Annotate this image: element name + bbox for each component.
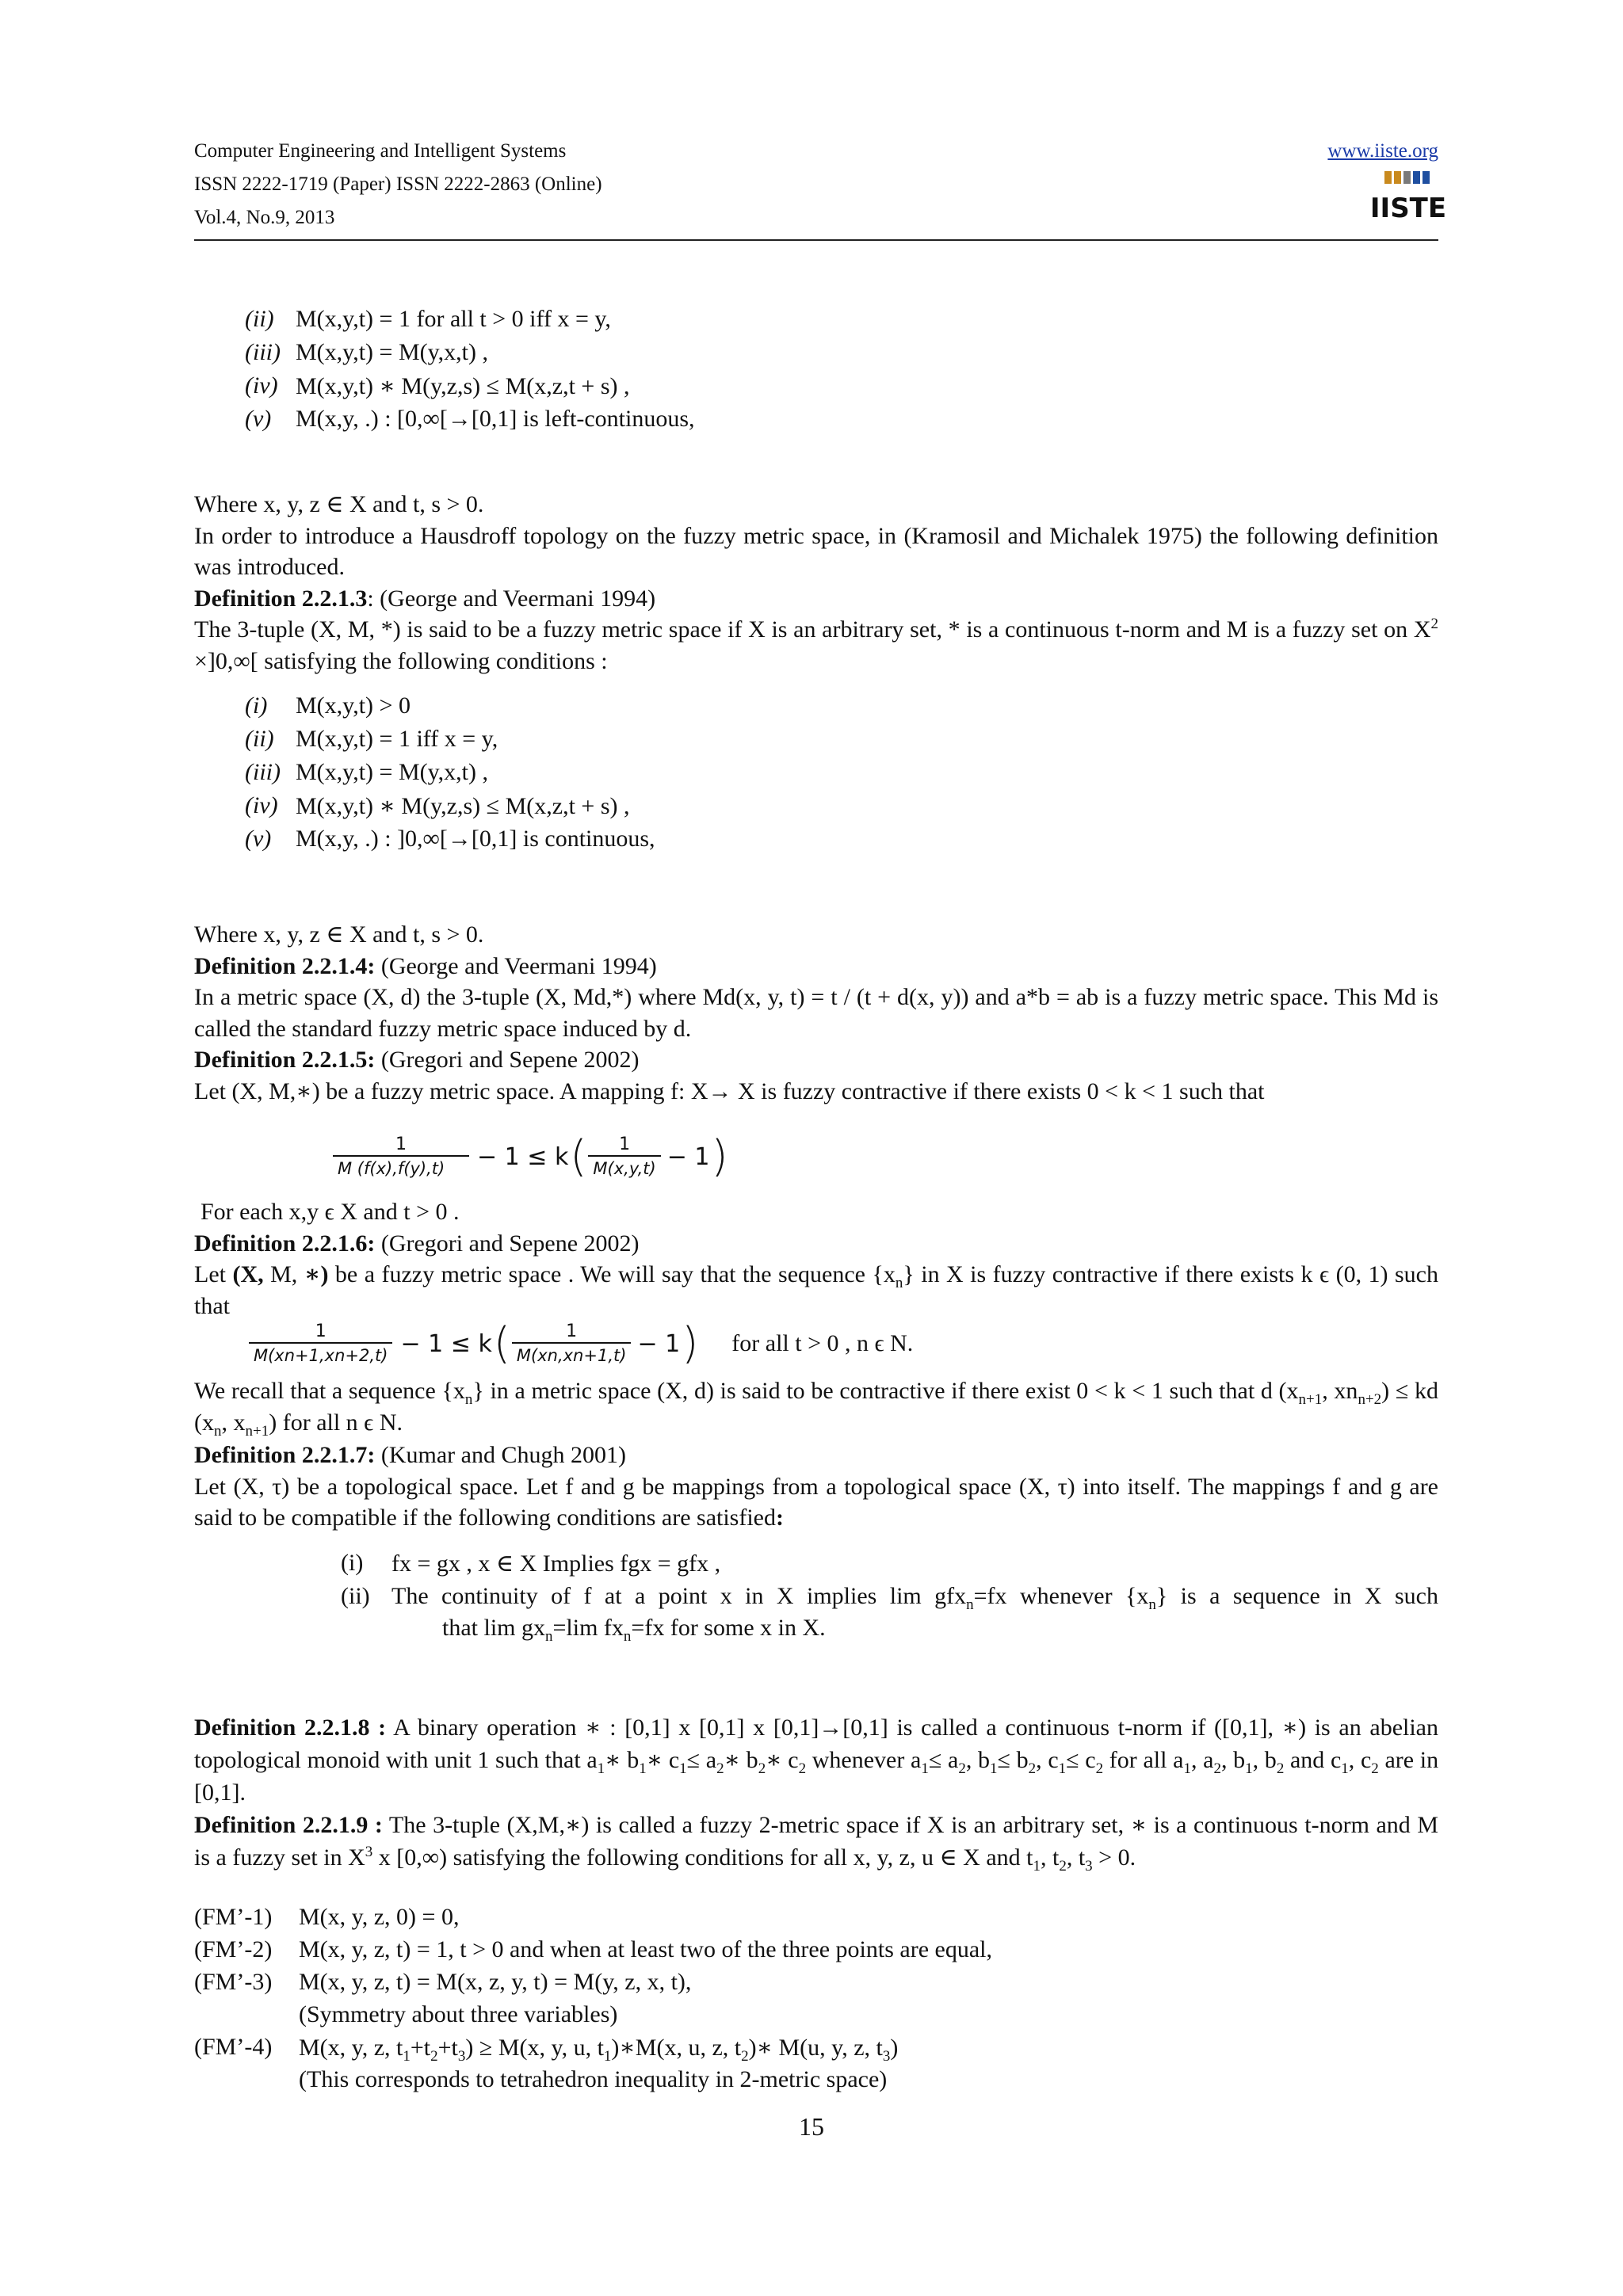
list-item: (v) M(x,y, .) : ]0,∞[→[0,1] is continuous, — [245, 826, 655, 852]
list-item: (i) M(x,y,t) > 0 — [245, 692, 411, 719]
list-item: (FM’-3) M(x, y, z, t) = M(x, z, y, t) = M(y, z, x, t), — [194, 1969, 692, 1995]
list-item: (iv) M(x,y,t) ∗ M(y,z,s) ≤ M(x,z,t + s) , — [245, 372, 630, 399]
list-item: (iv) M(x,y,t) ∗ M(y,z,s) ≤ M(x,z,t + s) , — [245, 792, 630, 819]
iiste-logo-icon — [1369, 170, 1447, 225]
list-item: (FM’-4) M(x, y, z, $t_1+t_2+t_3) \ge M(x$, y, u, $t_1)∗M(x$, u, z, $t_2)∗$ M(u, y, z, $t_3$) — [194, 2034, 899, 2065]
definition-heading: Definition 2.2.1.7: (Kumar and Chugh 2001) — [194, 1442, 626, 1468]
text-block-def3 — [194, 489, 1438, 677]
definition-heading: Definition 2.2.1.4: (George and Veermani 1994) — [194, 952, 657, 979]
page-number: 15 — [799, 2112, 824, 2141]
definition-text: Let (X, M,∗) be a fuzzy metric space. A mapping f: X→ X is fuzzy contractive if there exists 0 < k < 1 such that — [194, 1077, 1265, 1104]
definition-text: In a metric space (X, d) the 3-tuple (X, Md,*) where Md(x, y, t) = t / (t + d(x, y)) and a*b = ab is a fuzzy metric space. This Md is called the standard fuzzy metric space induced by d. — [194, 984, 1438, 1042]
list-item: (iii) M(x,y,t) = M(y,x,t) , — [245, 339, 489, 365]
list-item: (FM’-2) M(x, y, z, t) = 1, t > 0 and when at least two of the three points are equal, — [194, 1936, 992, 1962]
journal-volume: Vol.4, No.9, 2013 — [194, 207, 335, 228]
list-item: (i) fx = gx , x ∈ X Implies fgx = gfx , — [341, 1550, 721, 1577]
definition-text: The 3-tuple (X, M, *) is said to be a fuzzy metric space if X is an arbitrary set, * is a continuous t-norm and M is a fuzzy set on $X^2 \times]0,\infty$[ satisfying the following conditions : — [194, 616, 1438, 674]
journal-title: Computer Engineering and Intelligent Systems — [194, 140, 567, 162]
list-item: (ii) M(x,y,t) = 1 for all t > 0 iff x = y, — [245, 306, 611, 332]
definition-heading: Definition 2.2.1.6: (Gregori and Sepene 2002) — [194, 1230, 640, 1257]
journal-info — [194, 135, 602, 235]
equation-fuzzy-contractive-sequence: $\frac{1}{M(xn+1,xn+2,t)}$ − 1 ≤ k ( $\frac{1}{M(xn,xn+1,t)}$ − 1 ) for all t > 0 , n ϵ N. — [249, 1322, 913, 1366]
list-item: (v) M(x,y, .) : [0,∞[→[0,1] is left-continuous, — [245, 406, 695, 432]
definition-after-text: For each x,y ϵ X and t > 0 . — [200, 1199, 460, 1225]
list-item: (iii) M(x,y,t) = M(y,x,t) , — [245, 759, 489, 785]
header-rule — [194, 239, 1438, 241]
definition-text: Let (X, M, ∗) be a fuzzy metric space . We will say that the sequence $\{x_n\}$ in X is fuzzy contractive if there exists k ϵ (0, 1) such that — [194, 1261, 1438, 1319]
text-block-def6 — [194, 1196, 1438, 1322]
list-item: (FM’-1) M(x, y, z, 0) = 0, — [194, 1904, 460, 1930]
text-block-def8-def9 — [194, 1711, 1438, 1874]
definition-heading: Definition 2.2.1.3: (George and Veermani 1994) — [194, 585, 656, 612]
definition-t-norm: Definition 2.2.1.8 : A binary operation ∗ : [0,1] x [0,1] x [0,1]→[0,1] is called a continuous t-norm if ([0,1], ∗) is an abelian topological monoid with unit 1 such that $a_1∗$ $b_1∗$ $c_1\le$ $a_2∗$ $b_2∗$ $c_2$ whenever $a_1\le a_2$, $b_1\le b_2$, $c_1\le c_2$ for all $a_1$, $a_2$, $b_1$, $b_2$ and $c_1$, $c_2$ are in [0,1]. — [194, 1714, 1439, 1806]
hausdorff-paragraph: In order to introduce a Hausdroff topology on the fuzzy metric space, in (Kramosil and Michalek 1975) the following definition was introduced. — [194, 522, 1438, 580]
svg-text:IISTE: IISTE — [1369, 193, 1447, 224]
definition-fuzzy-2-metric: Definition 2.2.1.9 : The 3-tuple (X,M,∗) is called a fuzzy 2-metric space if X is an arbitrary set, ∗ is a continuous t-norm and M is a fuzzy set in $X^3$ x [0,∞) satisfying the following conditions for all x, y, z, u ∈ X and $t_1$, $t_2$, $t_3 > 0$. — [194, 1812, 1438, 1875]
running-header — [194, 135, 1447, 238]
journal-url-link[interactable]: www.iiste.org — [1327, 140, 1438, 162]
list-item-note: (Symmetry about three variables) — [299, 2001, 618, 2027]
text-block-def7 — [194, 1375, 1438, 1534]
where-line: Where x, y, z ∈ X and t, s > 0. — [194, 921, 484, 948]
list-item-note: (This corresponds to tetrahedron inequality in 2-metric space) — [299, 2066, 888, 2092]
definition-heading: Definition 2.2.1.5: (Gregori and Sepene 2002) — [194, 1047, 640, 1073]
list-item-continuation: that $\lim gx_n=\lim$ $fx_n=fx$ for some x in X. — [442, 1615, 826, 1645]
journal-issn: ISSN 2222-1719 (Paper) ISSN 2222-2863 (Online) — [194, 174, 602, 195]
where-line: Where x, y, z ∈ X and t, s > 0. — [194, 491, 484, 517]
recall-paragraph: We recall that a sequence $\{x_n\}$ in a metric space (X, d) is said to be contractive if there exist 0 < k < 1 such that d ($x_{n+1}$, $xn_{n+2}$) ≤ kd ($x_n$, $x_{n+1}$) for all n ϵ N. — [194, 1378, 1438, 1440]
text-block-def4-def5 — [194, 919, 1438, 1107]
definition-text: Let (X, τ) be a topological space. Let f and g be mappings from a topological space (X, τ) into itself. The mappings f and g are said to be compatible if the following conditions are satisfied: — [194, 1473, 1438, 1531]
list-item: (ii) M(x,y,t) = 1 iff x = y, — [245, 726, 498, 752]
list-item: (ii) The continuity of f at a point x in X implies lim gfx$_n$=fx whenever $\{x_n\}$ is a sequence in X such — [341, 1583, 1438, 1613]
equation-fuzzy-contractive-mapping: $\frac{1}{M (f(x),f(y),t)}$ − 1 ≤ k ( $\frac{1}{M(x,y,t)}$ − 1 ) — [333, 1135, 730, 1179]
